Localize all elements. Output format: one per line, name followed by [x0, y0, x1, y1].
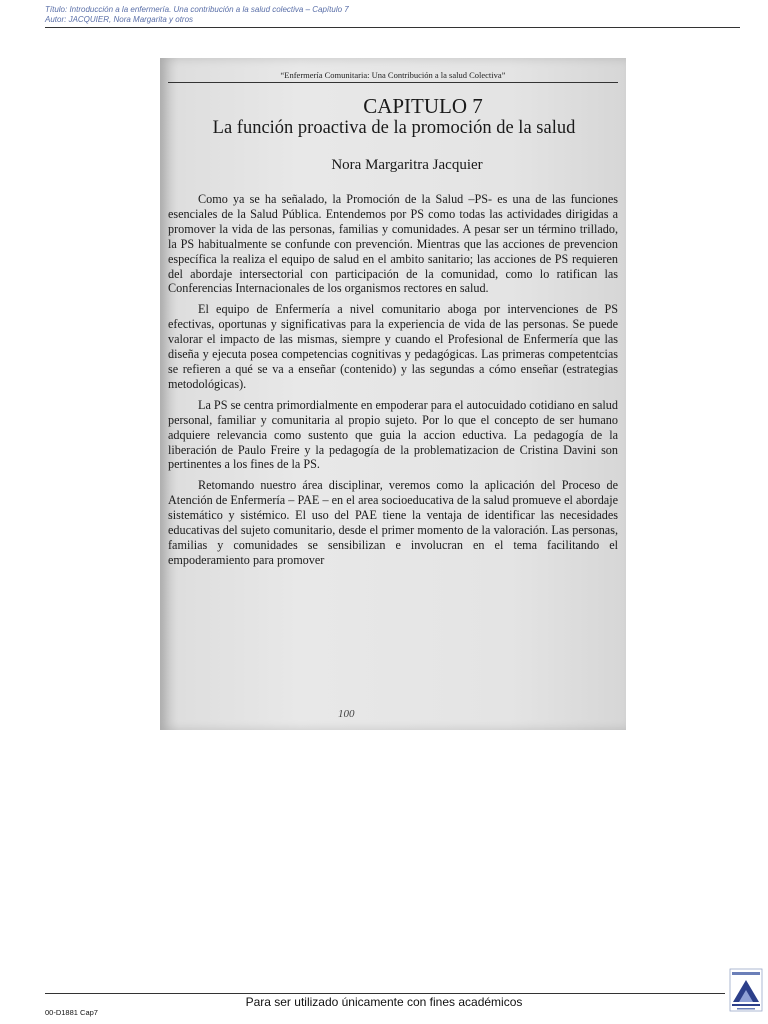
book-header-rule: [168, 82, 618, 83]
book-running-header: “Enfermería Comunitaria: Una Contribución a la salud Colectiva”: [280, 70, 506, 80]
scanned-page: [160, 58, 626, 730]
document-header: [45, 5, 740, 28]
document-code: 00-D1881 Cap7: [45, 1008, 98, 1017]
footer-notice: Para ser utilizado únicamente con fines académicos: [245, 995, 523, 1009]
chapter-number: CAPITULO 7: [363, 94, 483, 118]
footer-divider: [45, 993, 725, 994]
document-author-line: Autor: JACQUIER, Nora Margarita y otros: [45, 15, 194, 24]
chapter-body: [168, 192, 618, 574]
header-divider: [45, 27, 740, 28]
paragraph: El equipo de Enfermería a nivel comunitario aboga por intervenciones de PS efectivas, oportunas y significativas para la experiencia de vida de las personas. Se puede valorar el impacto de las mismas, siempre y cuando el Profesional de Enfermería que las diseña y ejecuta posea competencias cognitivas y pedagógicas. Las primeras competentcias se refieren a qué se va a enseñar (contenido) y las segundas a cómo enseñar (estrategias metodológicas).: [168, 302, 618, 391]
chapter-author: Nora Margaritra Jacquier: [331, 157, 483, 173]
chapter-title: La función proactiva de la promoción de la salud: [212, 118, 576, 138]
document-title-line: Título: Introducción a la enfermería. Una contribución a la salud colectiva – Capítulo 7: [45, 5, 349, 14]
page-number: 100: [338, 708, 355, 720]
publisher-logo-icon: [729, 968, 763, 1012]
paragraph: La PS se centra primordialmente en empoderar para el autocuidado cotidiano en salud personal, familiar y comunitaria al propio sujeto. Por lo que el concepto de ser humano adquiere relevancia como sustento que guia la accion eductiva. La pedagogía de la liberación de Paulo Freire y la pedagogía de la problematizacion de Cristina Davini son pertinentes a los fines de la PS.: [168, 397, 618, 472]
paragraph: Retomando nuestro área disciplinar, veremos como la aplicación del Proceso de Atención de Enfermería – PAE – en el area socioeducativa de la salud promueve el abordaje sistemático y sistémico. El uso del PAE tiene la ventaja de identificar las necesidades educativas del sujeto comunitario, desde el primer momento de la valoración. Las personas, familias y comunidades se sensibilizan e involucran en el tema facilitando el empoderamiento para promover: [168, 478, 618, 567]
paragraph: Como ya se ha señalado, la Promoción de la Salud –PS- es una de las funciones esenciales de la Salud Pública. Entendemos por PS como todas las actividades dirigidas a promover la vida de las personas, familias y comunidades. A pesar ser un término trillado, la PS habitualmente se confunde con prevención. Mientras que las acciones de prevencion específica la realiza el equipo de salud en el ambito sanitario; las acciones de PS requieren del abordaje intersectorial con participación de la comunidad, como lo ratifican las Conferencias Internacionales de los organismos rectores en salud.: [168, 192, 618, 296]
